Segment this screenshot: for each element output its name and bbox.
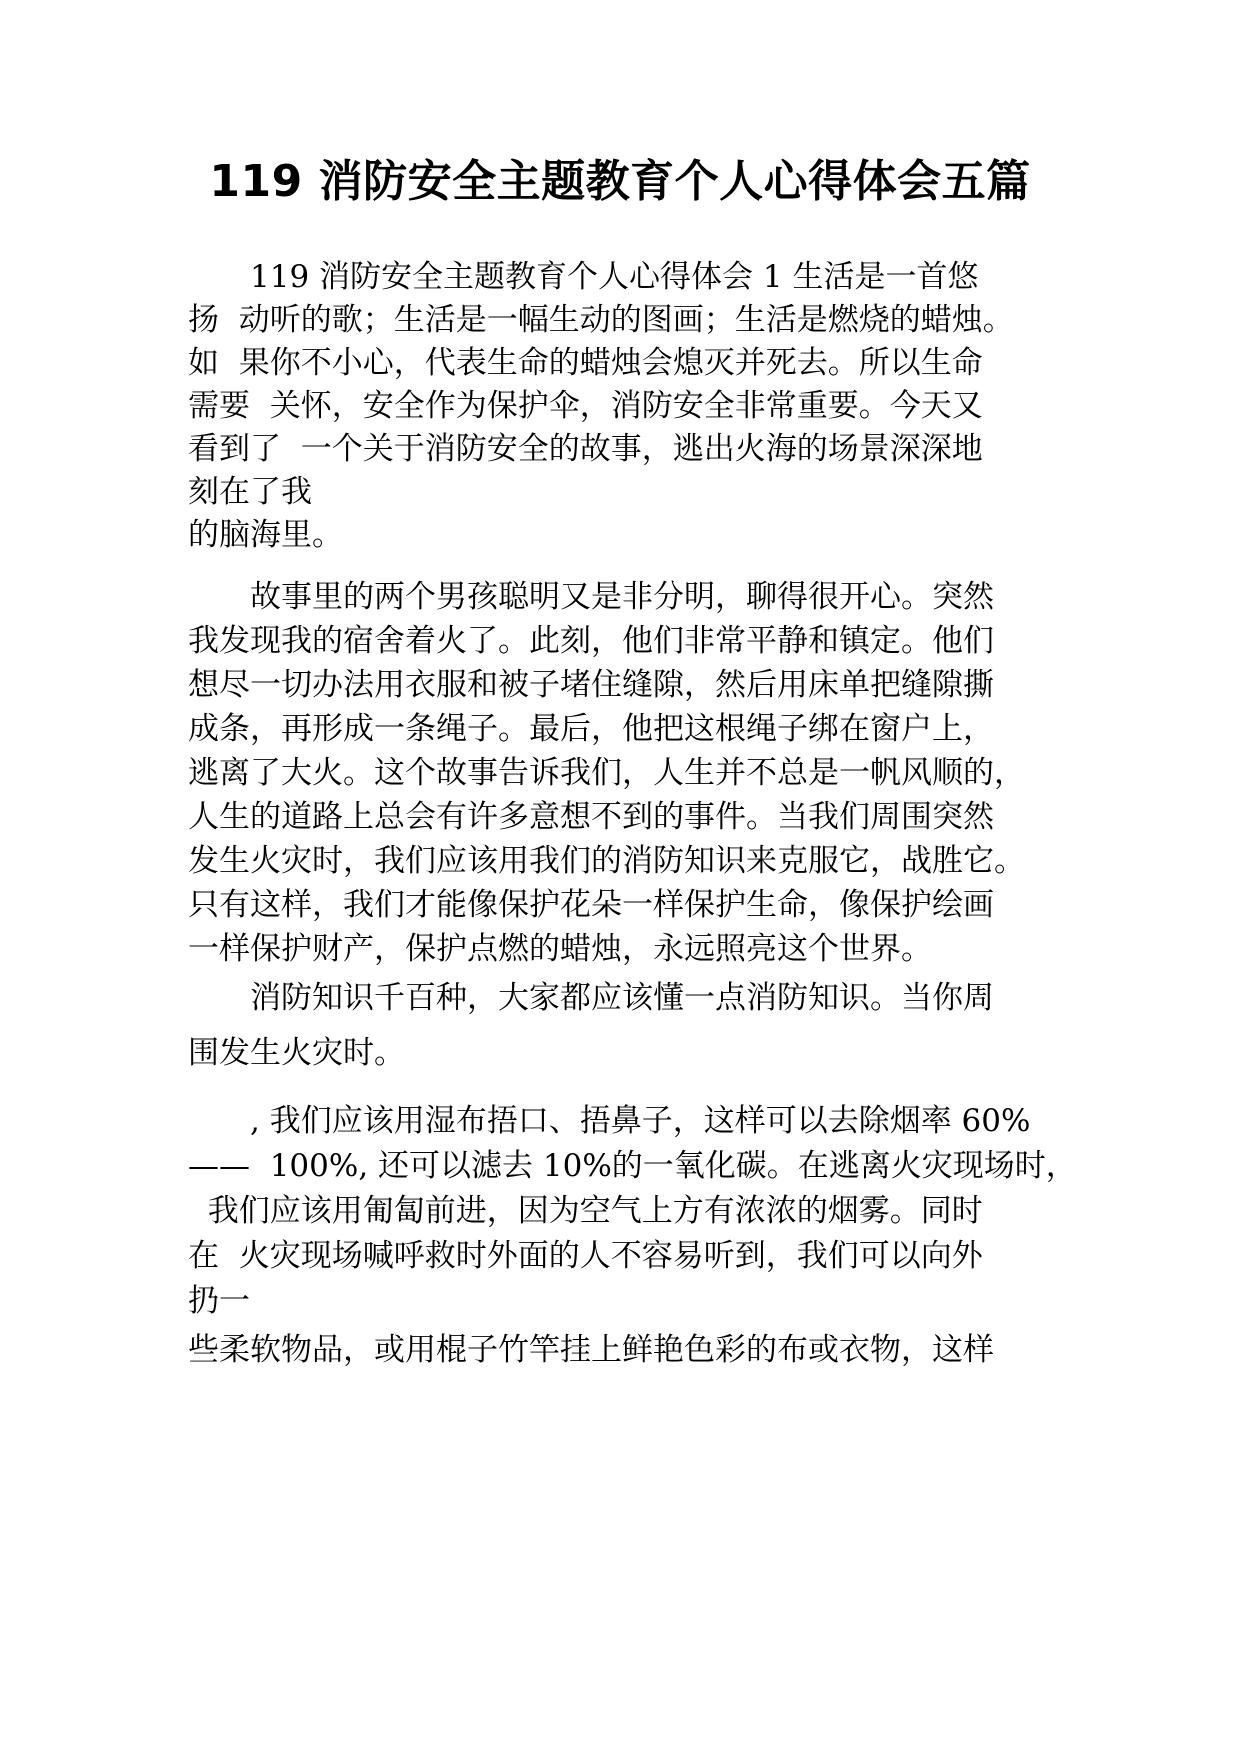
body-line: 刻在了我	[188, 474, 312, 510]
body-line: 些柔软物品，或用棍子竹竿挂上鲜艳色彩的布或衣物，这样	[188, 1332, 994, 1368]
body-line: 我发现我的宿舍着火了。此刻，他们非常平静和镇定。他们	[188, 623, 994, 659]
body-line: 扬 动听的歌；生活是一幅生动的图画；生活是燃烧的蜡烛。	[188, 302, 1014, 338]
body-line: 看到了 一个关于消防安全的故事，逃出火海的场景深深地	[188, 431, 983, 467]
body-line: 人生的道路上总会有许多意想不到的事件。当我们周围突然	[188, 799, 994, 835]
page-title: 119 消防安全主题教育个人心得体会五篇	[209, 156, 1031, 207]
body-line: 消防知识千百种，大家都应该懂一点消防知识。当你周	[188, 980, 994, 1016]
body-line: 如 果你不小心，代表生命的蜡烛会熄灭并死去。所以生命	[188, 345, 983, 381]
body-line: 围发生火灾时。	[188, 1035, 405, 1071]
body-line: , 我们应该用湿布捂口、捂鼻子，这样可以去除烟率 60%	[188, 1103, 1031, 1139]
body-line: 发生火灾时，我们应该用我们的消防知识来克服它，战胜它。	[188, 843, 1025, 879]
body-line: 我们应该用匍匐前进，因为空气上方有浓浓的烟雾。同时	[188, 1193, 983, 1229]
body-line: 需要 关怀，安全作为保护伞，消防安全非常重要。今天又	[188, 388, 983, 424]
body-line: 成条，再形成一条绳子。最后，他把这根绳子绑在窗户上，	[188, 711, 994, 747]
body-line: 的脑海里。	[188, 517, 343, 553]
body-line: 119 消防安全主题教育个人心得体会 1 生活是一首悠	[188, 259, 979, 295]
body-line: 在 火灾现场喊呼救时外面的人不容易听到，我们可以向外	[188, 1238, 983, 1274]
body-line: 扔一	[188, 1283, 250, 1319]
body-line: 想尽一切办法用衣服和被子堵住缝隙，然后用床单把缝隙撕	[188, 667, 994, 703]
body-line: —— 100%, 还可以滤去 10%的一氧化碳。在逃离火灾现场时，	[188, 1148, 1077, 1184]
body-line: 只有这样，我们才能像保护花朵一样保护生命，像保护绘画	[188, 887, 994, 923]
body-line: 一样保护财产，保护点燃的蜡烛，永远照亮这个世界。	[188, 931, 932, 967]
body-line: 故事里的两个男孩聪明又是非分明，聊得很开心。突然	[188, 579, 994, 615]
body-line: 逃离了大火。这个故事告诉我们，人生并不总是一帆风顺的，	[188, 755, 1025, 791]
